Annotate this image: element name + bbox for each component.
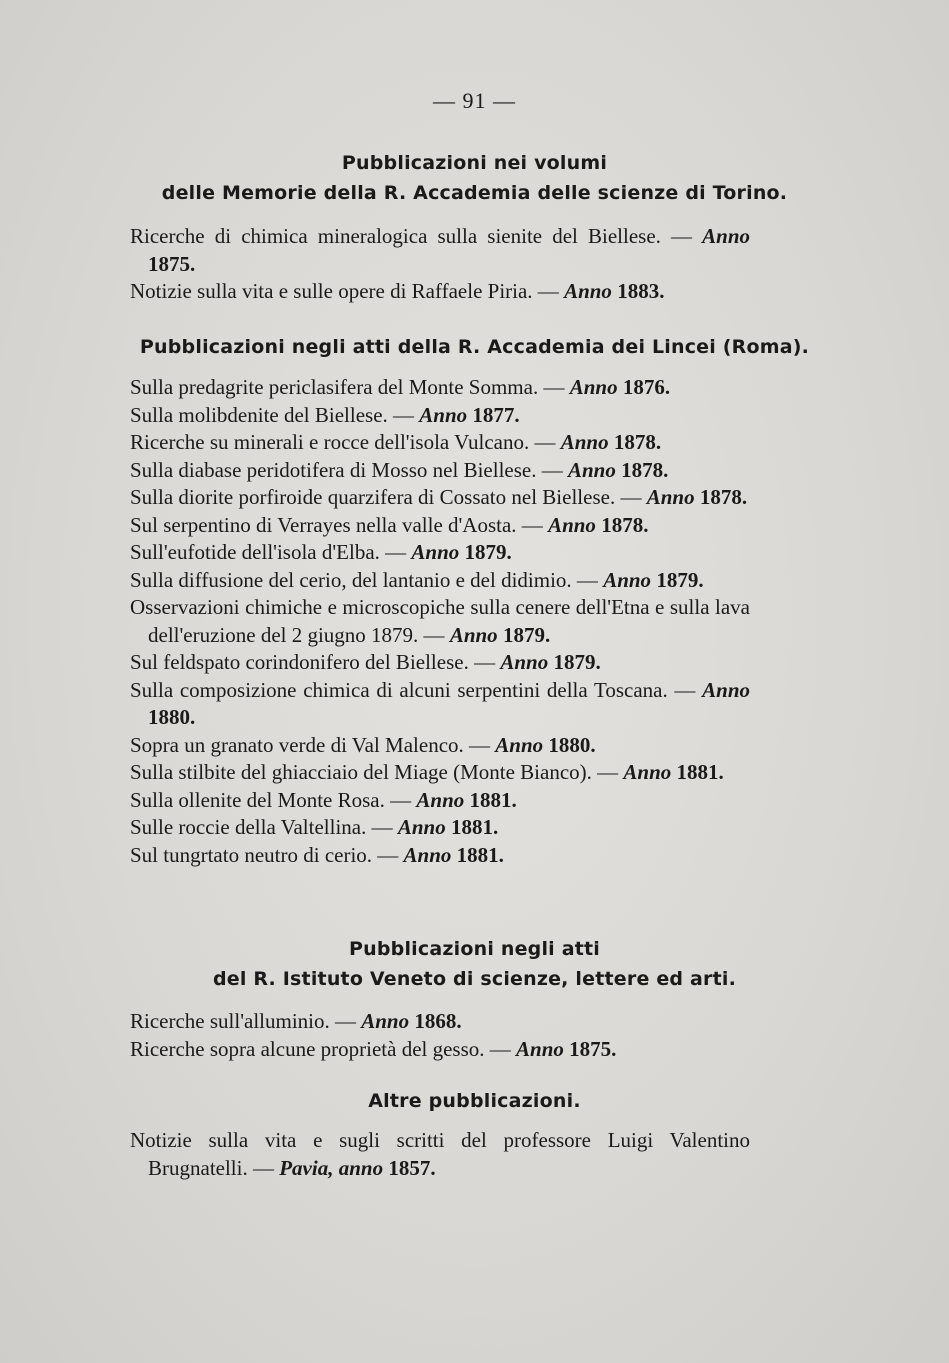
list-item <box>130 594 750 649</box>
entry-anno: Anno <box>702 677 751 702</box>
entry-year: 1881. <box>469 787 517 812</box>
list-item <box>130 512 750 540</box>
entry-anno: Anno <box>403 842 452 867</box>
section-heading-torino <box>0 148 949 208</box>
list-item <box>130 374 750 402</box>
entry-anno: Anno <box>416 787 465 812</box>
entry-title: Ricerche di chimica mineralogica sulla sienite del Biellese. — <box>130 224 693 248</box>
entry-list-veneto <box>130 1008 750 1063</box>
list-item <box>130 1127 750 1182</box>
entry-year: 1879. <box>553 650 601 674</box>
entry-anno: Anno <box>603 567 652 592</box>
list-item <box>130 278 750 306</box>
entry-title: Ricerche sull'alluminio. — <box>130 1009 356 1033</box>
list-item <box>130 732 750 760</box>
list-item <box>130 814 750 842</box>
heading-line: delle Memorie della R. Accademia delle scienze di Torino. <box>161 182 788 204</box>
entry-title: Sulle roccie della Valtellina. — <box>130 815 393 839</box>
entry-year: 1880. <box>148 705 196 729</box>
entry-anno: Anno <box>397 815 446 839</box>
entry-year: 1883. <box>617 279 665 303</box>
entry-year: 1878. <box>613 430 662 454</box>
entry-year: 1881. <box>451 815 499 839</box>
entry-year: 1875. <box>148 251 196 276</box>
list-item <box>130 223 750 278</box>
heading-line: Altre pubblicazioni. <box>368 1090 581 1112</box>
heading-line: Pubblicazioni nei volumi <box>341 152 608 174</box>
section-heading-veneto <box>0 934 949 994</box>
list-item <box>130 429 750 457</box>
entry-title: Osservazioni chimiche e microscopiche sulla cenere dell'Etna e sulla lava dell'eruzione del 2 giugno 1879. — <box>130 595 750 647</box>
entry-anno: Anno <box>449 622 498 647</box>
entry-anno: Anno <box>500 650 549 674</box>
entry-anno: Anno <box>702 224 751 248</box>
list-item <box>130 484 750 512</box>
entry-anno: Anno <box>568 457 616 482</box>
entry-title: Notizie sulla vita e sulle opere di Raffaele Piria. — <box>130 279 559 303</box>
entry-year: 1878. <box>699 485 748 509</box>
entry-anno: Anno <box>495 732 544 757</box>
list-item <box>130 1008 750 1036</box>
heading-line: Pubblicazioni negli atti della R. Accademia dei Lincei (Roma). <box>139 336 810 358</box>
entry-title: Sulla diorite porfiroide quarzifera di Cossato nel Biellese. — <box>130 485 642 509</box>
entry-title: Sull'eufotide dell'isola d'Elba. — <box>130 540 407 564</box>
entry-year: 1881. <box>456 842 504 867</box>
entry-title: Sulla diffusione del cerio, del lantanio e del didimio. — <box>130 567 598 592</box>
entry-title: Sulla diabase peridotifera di Mosso nel Biellese. — <box>130 457 563 482</box>
entry-title: Ricerche sopra alcune proprietà del gesso. — <box>130 1036 511 1061</box>
list-item <box>130 649 750 677</box>
list-item <box>130 539 750 567</box>
section-heading-altre <box>0 1086 949 1116</box>
entry-year: 1857. <box>388 1155 436 1180</box>
list-item <box>130 567 750 595</box>
entry-anno: Anno <box>623 760 672 784</box>
entry-list-altre <box>130 1127 750 1182</box>
list-item <box>130 787 750 815</box>
entry-anno: Anno <box>569 375 618 399</box>
entry-title: Sul serpentino di Verrayes nella valle d'Aosta. — <box>130 512 543 537</box>
entry-title: Sulla stilbite del ghiacciaio del Miage (Monte Bianco). — <box>130 760 619 784</box>
entry-title: Sulla molibdenite del Biellese. — <box>130 402 415 427</box>
entry-title: Sulla ollenite del Monte Rosa. — <box>130 787 412 812</box>
entry-year: 1878. <box>601 512 649 537</box>
entry-anno: Anno <box>646 485 695 509</box>
entry-anno: Anno <box>564 279 612 303</box>
list-item <box>130 677 750 732</box>
entry-year: 1879. <box>502 622 551 647</box>
entry-year: 1877. <box>472 402 520 427</box>
entry-year: 1875. <box>569 1036 617 1061</box>
entry-year: 1878. <box>621 457 669 482</box>
entry-title: Sopra un granato verde di Val Malenco. — <box>130 732 491 757</box>
entry-year: 1879. <box>656 567 704 592</box>
entry-anno: Anno <box>560 430 609 454</box>
entry-title: Sulla predagrite periclasifera del Monte Somma. — <box>130 375 565 399</box>
entry-anno: Anno <box>361 1009 410 1033</box>
entry-anno: Anno <box>548 512 596 537</box>
heading-line: Pubblicazioni negli atti <box>349 938 600 960</box>
list-item <box>130 402 750 430</box>
entry-title: Ricerche su minerali e rocce dell'isola Vulcano. — <box>130 430 556 454</box>
entry-anno: Anno <box>516 1036 564 1061</box>
page-number: — 91 — <box>433 88 516 113</box>
entry-title: Sul feldspato corindonifero del Biellese. — <box>130 650 496 674</box>
entry-list-lincei <box>130 374 750 869</box>
list-item <box>130 457 750 485</box>
list-item <box>130 759 750 787</box>
entry-year: 1880. <box>548 732 596 757</box>
entry-title: Sul tungrtato neutro di cerio. — <box>130 842 399 867</box>
list-item <box>130 842 750 870</box>
heading-line: del R. Istituto Veneto di scienze, lettere ed arti. <box>212 968 737 990</box>
entry-place: Pavia, anno <box>279 1155 384 1180</box>
entry-year: 1868. <box>414 1009 462 1033</box>
entry-anno: Anno <box>411 540 460 564</box>
entry-year: 1876. <box>622 375 671 399</box>
entry-list-torino <box>130 223 750 306</box>
entry-title: Notizie sulla vita e sugli scritti del professore Luigi Valentino Brugnatelli. — <box>130 1128 750 1180</box>
entry-title: Sulla composizione chimica di alcuni serpentini della Toscana. — <box>130 677 696 702</box>
entry-anno: Anno <box>419 402 468 427</box>
section-heading-lincei <box>0 332 949 362</box>
list-item <box>130 1036 750 1064</box>
entry-year: 1879. <box>464 540 512 564</box>
entry-year: 1881. <box>676 760 724 784</box>
